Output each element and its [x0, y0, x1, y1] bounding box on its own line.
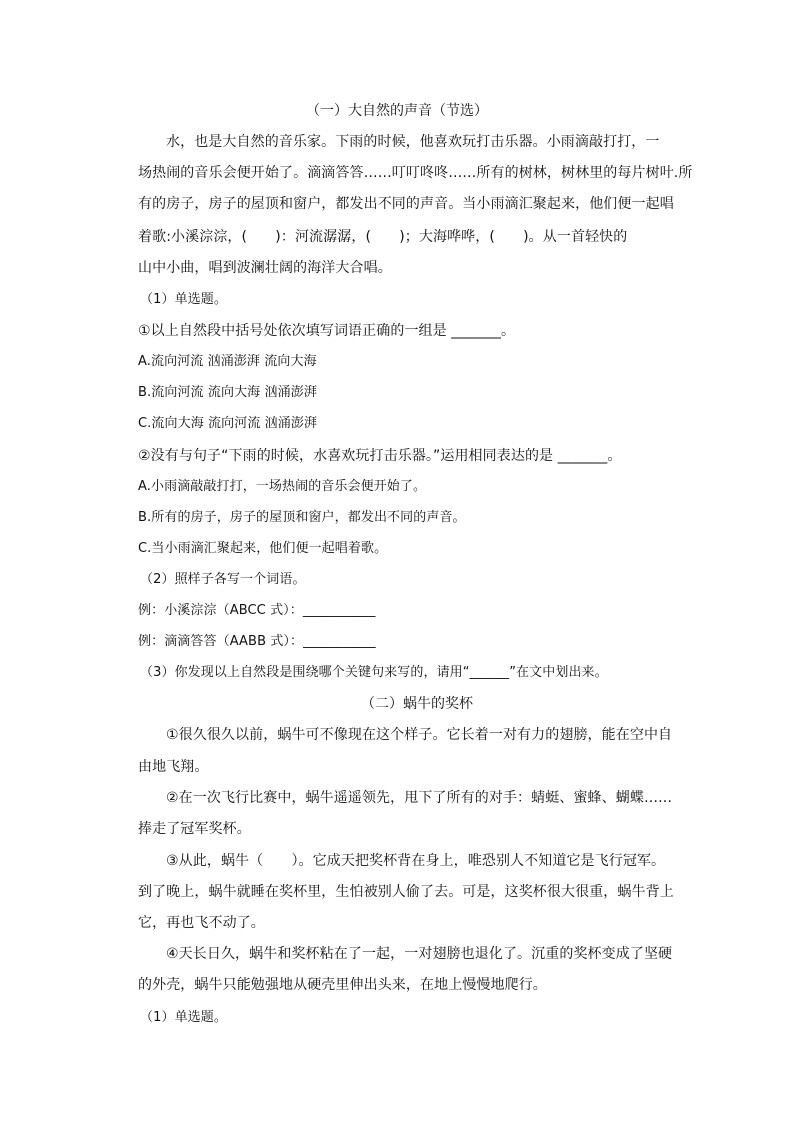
section1-q1-1-option-a: A.流向河流 汹涌澎湃 流向大海 — [138, 354, 317, 369]
section1-q2-example: 例：滴滴答答（AABB 式）：___________ — [138, 634, 376, 649]
section2-paragraph3-line: 它，再也飞不动了。 — [138, 915, 265, 931]
section1-q2-header: （2）照样子各写一个词语。 — [140, 572, 306, 587]
section1-paragraph-line: 山中小曲，唱到波澜壮阔的海洋大合唱。 — [138, 260, 392, 276]
section2-paragraph3-line: 到了晚上，蜗牛就睡在奖杯里，生怕被别人偷了去。可是，这奖杯很大很重，蜗牛背上 — [138, 884, 674, 900]
section1-q3-question: （3）你发现以上自然段是围绕哪个关键句来写的，请用“______”在文中划出来。 — [140, 665, 608, 680]
section1-q1-2-option-c: C.当小雨滴汇聚起来，他们便一起唱着歌。 — [138, 541, 388, 556]
section1-paragraph-line: 有的房子，房子的屋顶和窗户，都发出不同的声音。当小雨滴汇聚起来，他们便一起唱 — [138, 196, 674, 212]
section1-q2-example: 例：小溪淙淙（ABCC 式）：___________ — [138, 603, 376, 618]
section2-paragraph1-line: ①很久很久以前，蜗牛可不像现在这个样子。它长着一对有力的翅膀，能在空中自 — [166, 727, 673, 743]
section1-paragraph-line: 场热闹的音乐会便开始了。滴滴答答……叮叮咚咚……所有的树林，树林里的每片树叶.所 — [138, 165, 693, 181]
section1-q1-2-option-b: B.所有的房子，房子的屋顶和窗户，都发出不同的声音。 — [138, 510, 466, 525]
section1-q1-2-question: ②没有与句子“下雨的时候，水喜欢玩打击乐器。”运用相同表达的是 _______。 — [138, 448, 622, 464]
section2-paragraph3-line: ③从此，蜗牛（ ）。它成天把奖杯背在身上，唯恐别人不知道它是飞行冠军。 — [166, 853, 666, 869]
section1-paragraph-line: 着歌:小溪淙淙，( )：河流潺潺，( )；大海哗哗，( )。从一首轻快的 — [138, 229, 628, 245]
section2-paragraph2-line: ②在一次飞行比赛中，蜗牛遥遥领先，甩下了所有的对手：蜻蜓、蜜蜂、蝴蝶…… — [166, 790, 673, 806]
section1-q1-2-option-a: A.小雨滴敲敲打打，一场热闹的音乐会便开始了。 — [138, 479, 427, 494]
section2-paragraph1-line: 由地飞翔。 — [138, 759, 209, 775]
section2-q1-header: （1）单选题。 — [140, 1010, 227, 1025]
section1-q1-1-option-b: B.流向河流 流向大海 汹涌澎湃 — [138, 385, 317, 400]
section2-paragraph2-line: 捧走了冠军奖杯。 — [138, 821, 251, 837]
section1-q1-header: （1）单选题。 — [140, 292, 227, 307]
section2-title: （二）蜗牛的奖杯 — [361, 696, 473, 712]
section1-q1-1-question: ①以上自然段中括号处依次填写词语正确的一组是 _______。 — [138, 323, 516, 339]
section1-title: （一）大自然的声音（节选） — [306, 103, 488, 119]
section1-paragraph-line: 水，也是大自然的音乐家。下雨的时候，他喜欢玩打击乐器。小雨滴敲打打，一 — [166, 134, 660, 150]
section2-paragraph4-line: 的外壳，蜗牛只能勉强地从硬壳里伸出头来，在地上慢慢地爬行。 — [138, 977, 547, 993]
section1-q1-1-option-c: C.流向大海 流向河流 汹涌澎湃 — [138, 416, 318, 431]
section2-paragraph4-line: ④天长日久，蜗牛和奖杯粘在了一起，一对翅膀也退化了。沉重的奖杯变成了坚硬 — [166, 946, 673, 962]
